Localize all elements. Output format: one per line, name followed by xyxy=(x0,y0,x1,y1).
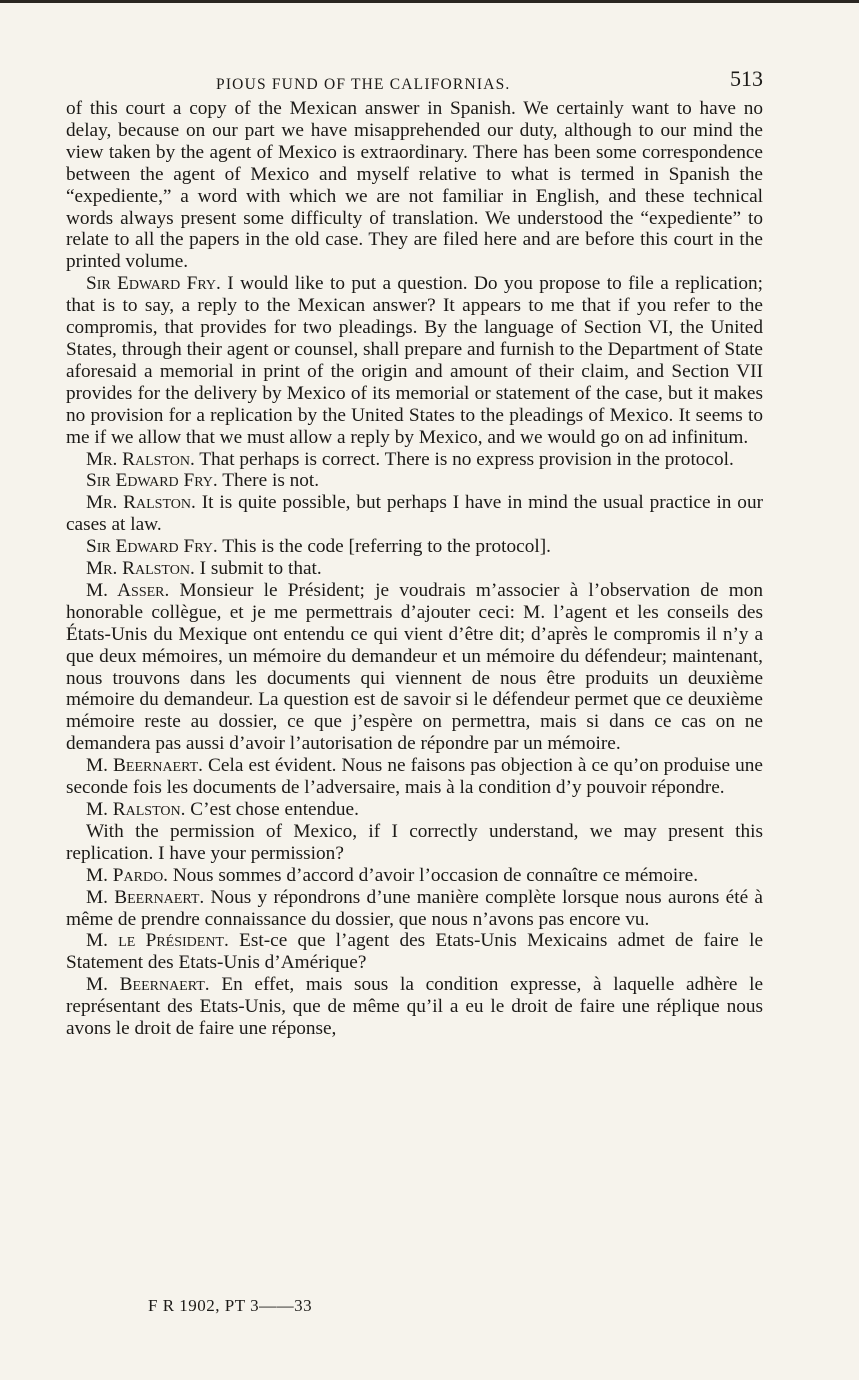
paragraph xyxy=(66,930,763,974)
body-text xyxy=(66,98,763,1040)
speaker-name: M. Ralston. xyxy=(86,799,186,820)
paragraph xyxy=(66,887,763,931)
running-head: PIOUS FUND OF THE CALIFORNIAS. xyxy=(216,76,511,93)
paragraph xyxy=(66,580,763,755)
paragraph-text: I would like to put a question. Do you propose to file a replication; that is to say, a reply to the Mexican answer? It appears to me that if you refer to the compromis, that provides for two pleadings. By the language of Section VI, the United States, through their agent or counsel, shall prepare and furnish to the Department of State aforesaid a memorial in print of the origin and amount of their claim, and Section VII provides for the delivery by Mexico of its memorial or statement of the case, but it makes no provision for a replication by the United States to the pleadings of Mexico. It seems to me if we allow that we must allow a reply by Mexico, and we would go on ad infinitum. xyxy=(66,273,763,448)
speaker-name: M. le Président. xyxy=(86,930,229,952)
paragraph xyxy=(66,536,763,558)
paragraph xyxy=(66,98,763,273)
paragraph-text: That perhaps is correct. There is no express provision in the protocol. xyxy=(199,448,734,470)
paragraph-text: It is quite possible, but perhaps I have in mind the usual practice in our cases at law. xyxy=(66,492,764,536)
page-number: 513 xyxy=(730,66,763,91)
paragraph xyxy=(66,821,763,865)
paragraph xyxy=(66,799,763,821)
paragraph-text: En effet, mais sous la condition expresse, à laquelle adhère le représentant des Etats-Unis, que de même qu’il a eu le droit de faire une réplique nous avons le droit de faire une réponse, xyxy=(66,974,763,1040)
paragraph xyxy=(66,974,763,1040)
paragraph-text: Nous y répondrons d’une manière complète lorsque nous aurons été à même de prendre connaissance du dossier, que nous n’avons pas encore vu. xyxy=(66,886,763,930)
paragraph-text: I submit to that. xyxy=(199,558,322,580)
speaker-name: Mr. Ralston. xyxy=(86,492,196,514)
paragraph xyxy=(66,273,763,448)
speaker-name: Sir Edward Fry. xyxy=(86,470,218,492)
paragraph-text: Est-ce que l’agent des Etats-Unis Mexicains admet de faire le Statement des Etats-Unis d’Amérique? xyxy=(66,930,763,974)
speaker-name: Sir Edward Fry. xyxy=(86,536,218,558)
paragraph xyxy=(66,755,763,799)
paragraph-text: C’est chose entendue. xyxy=(190,799,359,820)
paragraph xyxy=(66,470,763,492)
paragraph-text: Monsieur le Président; je voudrais m’associer à l’observation de mon honorable collègue, et je me permettrais d’ajouter ceci: M. l’agent et les conseils des États-Unis du Mexique ont entendu ce qui vient d’être dit; d’après le compromis il n’y a que deux mémoires, un mémoire du demandeur et un mémoire du défendeur; maintenant, nous trouvons dans les documents qui viennent de nous être produits un deuxième mémoire du demandeur. La question est de savoir si le défendeur permet que ce deuxième mémoire reste au dossier, ce que j’espère on permettra, mais si dans ce cas on ne demandera pas aussi d’avoir l’autorisation de répondre par un mémoire. xyxy=(66,579,763,755)
speaker-name: M. Asser. xyxy=(86,579,170,601)
paragraph xyxy=(66,449,763,471)
top-rule xyxy=(0,0,859,3)
paragraph-text: With the permission of Mexico, if I correctly understand, we may present this replication. I have your permission? xyxy=(66,820,763,864)
speaker-name: M. Beernaert. xyxy=(86,886,205,908)
paragraph-text: Cela est évident. Nous ne faisons pas objection à ce qu’on produise une seconde fois les documents de l’adversaire, mais à la condition d’y pouvoir répondre. xyxy=(66,755,763,799)
speaker-name: Mr. Ralston. xyxy=(86,448,195,470)
paragraph xyxy=(66,558,763,580)
speaker-name: Mr. Ralston. xyxy=(86,558,195,580)
paragraph-text: of this court a copy of the Mexican answer in Spanish. We certainly want to have no delay, because on our part we have misapprehended our duty, although to our mind the view taken by the agent of Mexico is extraordinary. There has been some correspondence between the agent of Mexico and myself relative to what is termed in Spanish the “expediente,” a word with which we are not familiar in English, and these technical words always present some difficulty of translation. We understood the “expediente” to relate to all the papers in the old case. They are filed here and are before this court in the printed volume. xyxy=(66,98,763,273)
speaker-name: Sir Edward Fry. xyxy=(86,273,221,295)
paragraph-text: Nous sommes d’accord d’avoir l’occasion de connaître ce mémoire. xyxy=(172,864,699,886)
paragraph-text: There is not. xyxy=(222,470,320,492)
paragraph xyxy=(66,492,763,536)
paragraph-text: This is the code [referring to the protocol]. xyxy=(222,536,551,558)
speaker-name: M. Beernaert. xyxy=(86,974,210,996)
paragraph xyxy=(66,865,763,887)
signature-mark: F R 1902, PT 3——33 xyxy=(148,1296,313,1315)
speaker-name: M. Pardo. xyxy=(86,864,168,886)
speaker-name: M. Beernaert. xyxy=(86,755,203,777)
page-header xyxy=(66,62,763,98)
